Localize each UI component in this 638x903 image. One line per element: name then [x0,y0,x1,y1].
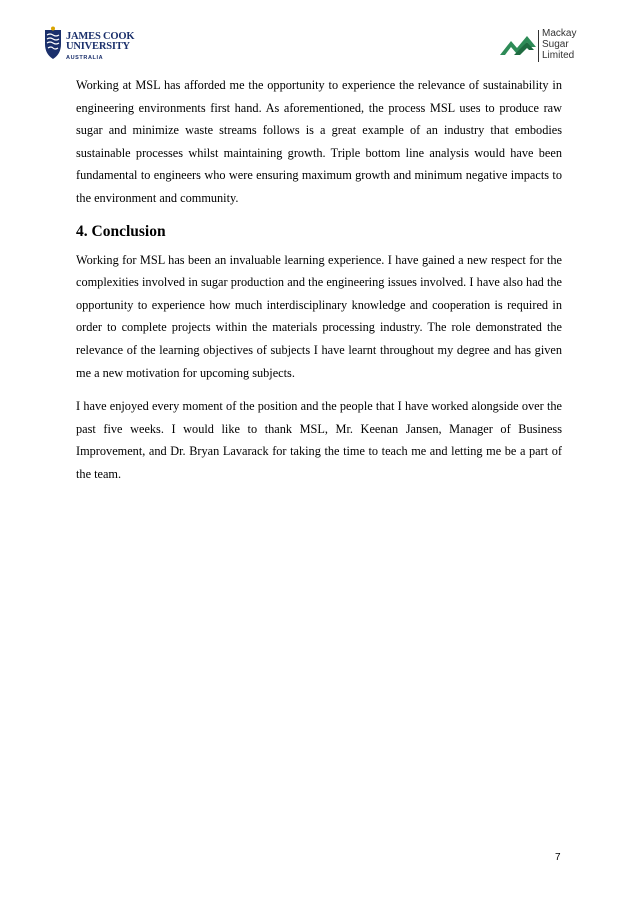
mackay-sugar-mark-icon [500,33,536,57]
jcu-crest-icon [42,26,64,62]
msl-line1: Mackay [542,28,577,39]
jcu-logo [42,26,142,66]
mackay-sugar-wordmark [542,28,576,61]
msl-line2: Sugar [542,39,569,50]
mackay-sugar-logo [500,26,610,66]
jcu-line2: UNIVERSITY [66,41,130,52]
conclusion-paragraph-1: Working for MSL has been an invaluable learning experience. I have gained a new respect for the complexities involved in sugar production and the engineering issues involved. I have also had the opportunity to experience how much interdisciplinary knowledge and cooperation is required in order to complete projects within the materials processing industry. The role demonstrated the relevance of the learning objectives of subjects I have learnt throughout my degree and has given me a new motivation for upcoming subjects. [76,252,562,380]
page-number: 7 [555,852,561,863]
jcu-line3: AUSTRALIA [66,55,104,61]
section-heading: 4. Conclusion [76,222,166,240]
logo-divider [538,30,539,62]
intro-paragraph: Working at MSL has afforded me the opportunity to experience the relevance of sustainability in engineering environments first hand. As aforementioned, the process MSL uses to produce raw sugar and minimize waste streams follows is a great example of an industry that embodies sustainable processes whilst maintaining growth. Triple bottom line analysis would have been fundamental to engineers who were ensuring maximum growth and minimum negative impacts to the environment and community. [76,78,562,205]
jcu-line1: JAMES COOK [66,31,135,42]
jcu-wordmark [66,32,134,63]
msl-line3: Limited [542,50,575,61]
document-body [76,74,562,486]
conclusion-paragraph-2: I have enjoyed every moment of the position and the people that I have worked alongside over the past five weeks. I would like to thank MSL, Mr. Keenan Jansen, Manager of Business Improvement, and Dr. Bryan Lavarack for taking the time to teach me and letting me be a part of the team. [76,399,562,481]
